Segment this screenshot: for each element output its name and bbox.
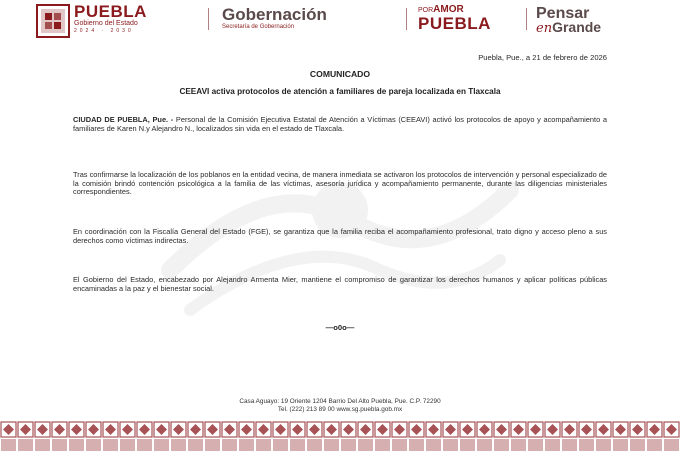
paragraph-1 bbox=[73, 116, 607, 133]
letterhead bbox=[0, 0, 680, 40]
tile-pattern-icon bbox=[0, 418, 680, 453]
logo-amor-por: POR bbox=[418, 7, 434, 14]
logo-pensar-en: en bbox=[536, 21, 553, 36]
paragraph-1-dateline: CIUDAD DE PUEBLA, Pue. - bbox=[73, 115, 174, 124]
header-divider bbox=[208, 8, 209, 30]
gobernacion-logo bbox=[222, 6, 327, 31]
gobierno-puebla-logo bbox=[74, 3, 147, 35]
footer bbox=[73, 398, 607, 413]
header-divider bbox=[526, 8, 527, 30]
document-title: COMUNICADO bbox=[309, 69, 371, 79]
logo-amor-amor: AMOR bbox=[433, 4, 464, 15]
header-divider bbox=[406, 8, 407, 30]
logo-puebla-name: PUEBLA bbox=[74, 2, 147, 21]
closing-mark: —o0o— bbox=[325, 323, 355, 332]
state-seal-icon bbox=[36, 4, 70, 38]
logo-puebla-subtitle: Gobierno del Estado bbox=[74, 20, 138, 27]
paragraph-1-body: Personal de la Comisión Ejecutiva Estatal de Atención a Víctimas (CEEAVI) activó los protocolos de apoyo y acompañamiento a familiares de Karen N.y Alejandro N., localizados sin vida en el estado de Tlaxcala. bbox=[73, 115, 607, 133]
paragraph-2: Tras confirmarse la localización de los poblanos en la entidad vecina, de manera inmediata se activaron los protocolos de intervención y personal especializado de la comisión brindó contención psicológica a la familia de las víctimas, asesoría jurídica y acompañamiento permanente, durante las diligencias ministeriales correspondientes. bbox=[73, 170, 607, 197]
logo-puebla-years: 2024 · 2030 bbox=[74, 28, 134, 34]
paragraph-4: El Gobierno del Estado, encabezado por Alejandro Armenta Mier, mantiene el compromiso de garantizar los derechos humanos y aplicar políticas públicas encaminadas a la paz y el bienestar social. bbox=[73, 275, 607, 293]
paragraph-3: En coordinación con la Fiscalía General del Estado (FGE), se garantiza que la familia reciba el acompañamiento profesional, trato digno y acceso pleno a sus derechos como víctimas indirectas. bbox=[73, 227, 607, 245]
footer-contact: Tel. (222) 213 89 00 www.sg.puebla.gob.mx bbox=[277, 405, 403, 413]
logo-pensar-grande: Grande bbox=[552, 19, 602, 35]
document-headline: CEEAVI activa protocolos de atención a familiares de pareja localizada en Tlaxcala bbox=[179, 87, 501, 96]
document-date: Puebla, Pue., a 21 de febrero de 2026 bbox=[478, 53, 607, 62]
logo-pensar-line1: Pensar bbox=[536, 5, 590, 22]
footer-address: Casa Aguayo: 19 Oriente 1204 Barrio Del Alto Puebla, Pue. C.P. 72290 bbox=[239, 398, 441, 405]
logo-amor-puebla: PUEBLA bbox=[418, 14, 491, 33]
decorative-tile-border bbox=[0, 418, 680, 453]
logo-gobernacion-name: Gobernación bbox=[222, 5, 327, 24]
logo-gobernacion-subtitle: Secretaría de Gobernación bbox=[222, 24, 295, 30]
pensar-en-grande-logo bbox=[536, 6, 601, 35]
por-amor-puebla-logo bbox=[418, 6, 491, 32]
